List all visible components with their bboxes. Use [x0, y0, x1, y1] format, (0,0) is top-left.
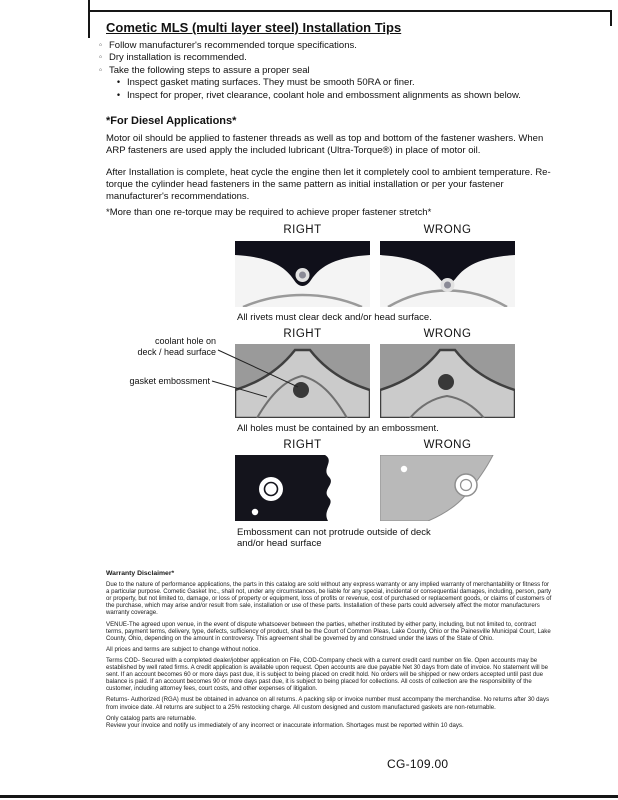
diagram-embossment-right-image [235, 344, 370, 418]
right-label: RIGHT [283, 328, 322, 340]
page-border-top [88, 10, 612, 12]
right-label: RIGHT [283, 224, 322, 236]
list-item [98, 65, 578, 77]
filled-bullet-icon: • [116, 78, 122, 89]
annotation-text: deck / head surface [137, 346, 216, 357]
list-item-text: Inspect for proper, rivet clearance, coolant hole and embossment alignments as shown below. [127, 89, 521, 101]
right-label: RIGHT [283, 439, 322, 451]
wrong-label: WRONG [423, 328, 472, 340]
page-border-bottom [0, 795, 618, 798]
diesel-paragraph-2: After Installation is complete, heat cycle the engine then let it completely cool to ambient temperature. Re-torque the cylinder head fasteners in the same pattern as initial installation or per your fastener manufacturer's recommendations. [106, 167, 551, 202]
warranty-paragraph: Only catalog parts are returnable. [106, 714, 197, 722]
warranty-paragraph: VENUE-The agreed upon venue, in the event of dispute whatsoever between the parties, whether instituted by either party, including, but not limited to, contract terms, payment terms, delivery, type, defects, sufficiency of product, shall be the Court of Common Pleas, Lake County, Ohio or the Painesville Municipal Court, Lake County, Ohio, depending on the amount in controversy. This agreement shall be governed by and construed under the laws of the State of Ohio. [106, 620, 551, 642]
list-item-text: Take the following steps to assure a proper seal [109, 64, 310, 76]
list-item-text: Follow manufacturer's recommended torque specifications. [109, 40, 357, 51]
diesel-paragraph-1: Motor oil should be applied to fastener threads as well as top and bottom of the fastener washers. When ARP fasteners are used apply the included lubricant (Ultra-Torque®) in place of motor oil. [106, 133, 544, 156]
wrong-label: WRONG [423, 224, 472, 236]
page-border-left-tick [88, 0, 90, 38]
diagram-protrusion-wrong-image [380, 455, 515, 521]
warranty-paragraph: Terms COD- Secured with a completed dealer/jobber application on File, COD-Company check with a current credit card number on file. Open accounts may be established by well rated firms. A credit application is available upon request. Open accounts are due payable Net 30 days from date of invoice. No statement will be sent. If an account becomes 60 or more days past due, it is subject to being placed on credit hold. No orders will be shipped or new orders accepted until past due balance is paid. If an account becomes 90 or more days past due, it is subject to being placed for collections. All costs of collection are the responsibility of the customer, including attorney fees, court costs, and other expenses of litigation. [106, 656, 549, 693]
caption-line: and/or head surface [237, 538, 322, 549]
gasket-embossment-annotation: gasket embossment [129, 376, 210, 386]
rivet-caption: All rivets must clear deck and/or head surface. [237, 312, 432, 323]
annotation-text: coolant hole on [154, 336, 216, 346]
diagram-protrusion-right-image [235, 455, 370, 521]
caption-line: Embossment can not protrude outside of deck [237, 527, 431, 538]
retorque-note: *More than one re-torque may be required to achieve proper fastener stretch* [106, 207, 432, 218]
warranty-paragraph: Returns- Authorized (RGA) must be obtained in advance on all returns. A packing slip or invoice number must accompany the merchandise. No returns after 30 days from invoice date. All returns are subject to a 25% restocking charge. All custom designed and custom manufactured gaskets are non-returnable. [106, 696, 550, 711]
warranty-heading: Warranty Disclaimer* [106, 570, 175, 577]
open-bullet-icon: ◦ [98, 41, 104, 51]
page-border-right-tick [610, 10, 612, 26]
diagram-embossment-wrong-image [380, 344, 515, 418]
diagram-rivet-wrong-image [380, 241, 515, 307]
protrusion-caption [237, 527, 477, 549]
list-item-text: Dry installation is recommended. [109, 52, 247, 64]
warranty-disclaimer-section [106, 570, 553, 729]
embossment-caption: All holes must be contained by an embossment. [237, 423, 439, 434]
installation-tips-list [98, 40, 578, 102]
wrong-label: WRONG [423, 439, 472, 451]
filled-bullet-icon: • [116, 90, 122, 101]
diagram-rivet-right-image [235, 241, 370, 307]
warranty-paragraph: Due to the nature of performance applications, the parts in this catalog are sold without any express warranty or any implied warranty of merchantability or fitness for a particular purpose. Cometic Gasket Inc., shall not, under any circumstances, be liable for any special, incidental or consequential damages, including, person, party or property, but not limited to, damage, or loss of property or equipment, loss of profits or revenue, cost of purchased or replacement goods, or claims of customers of the purchase, which may arise and/or result from sale, installation or use of these parts. Installation of these parts could adversely affect the motor manufacturers warranty coverage. [106, 581, 552, 617]
diesel-applications-heading: *For Diesel Applications* [106, 115, 237, 127]
page-title: Cometic MLS (multi layer steel) Installation Tips [106, 20, 402, 35]
list-item [98, 40, 578, 52]
open-bullet-icon: ◦ [98, 65, 104, 76]
list-item [98, 52, 578, 64]
warranty-paragraph: All prices and terms are subject to change without notice. [106, 645, 261, 653]
coolant-hole-annotation [110, 336, 216, 357]
list-item [116, 77, 578, 89]
open-bullet-icon: ◦ [98, 53, 104, 64]
list-item [116, 90, 578, 102]
warranty-paragraph: Review your invoice and notify us immediately of any incorrect or inaccurate information. Shortages must be reported within 10 days. [106, 721, 464, 729]
page-code: CG-109.00 [387, 757, 449, 771]
list-item-text: Inspect gasket mating surfaces. They must be smooth 50RA or finer. [127, 77, 415, 89]
